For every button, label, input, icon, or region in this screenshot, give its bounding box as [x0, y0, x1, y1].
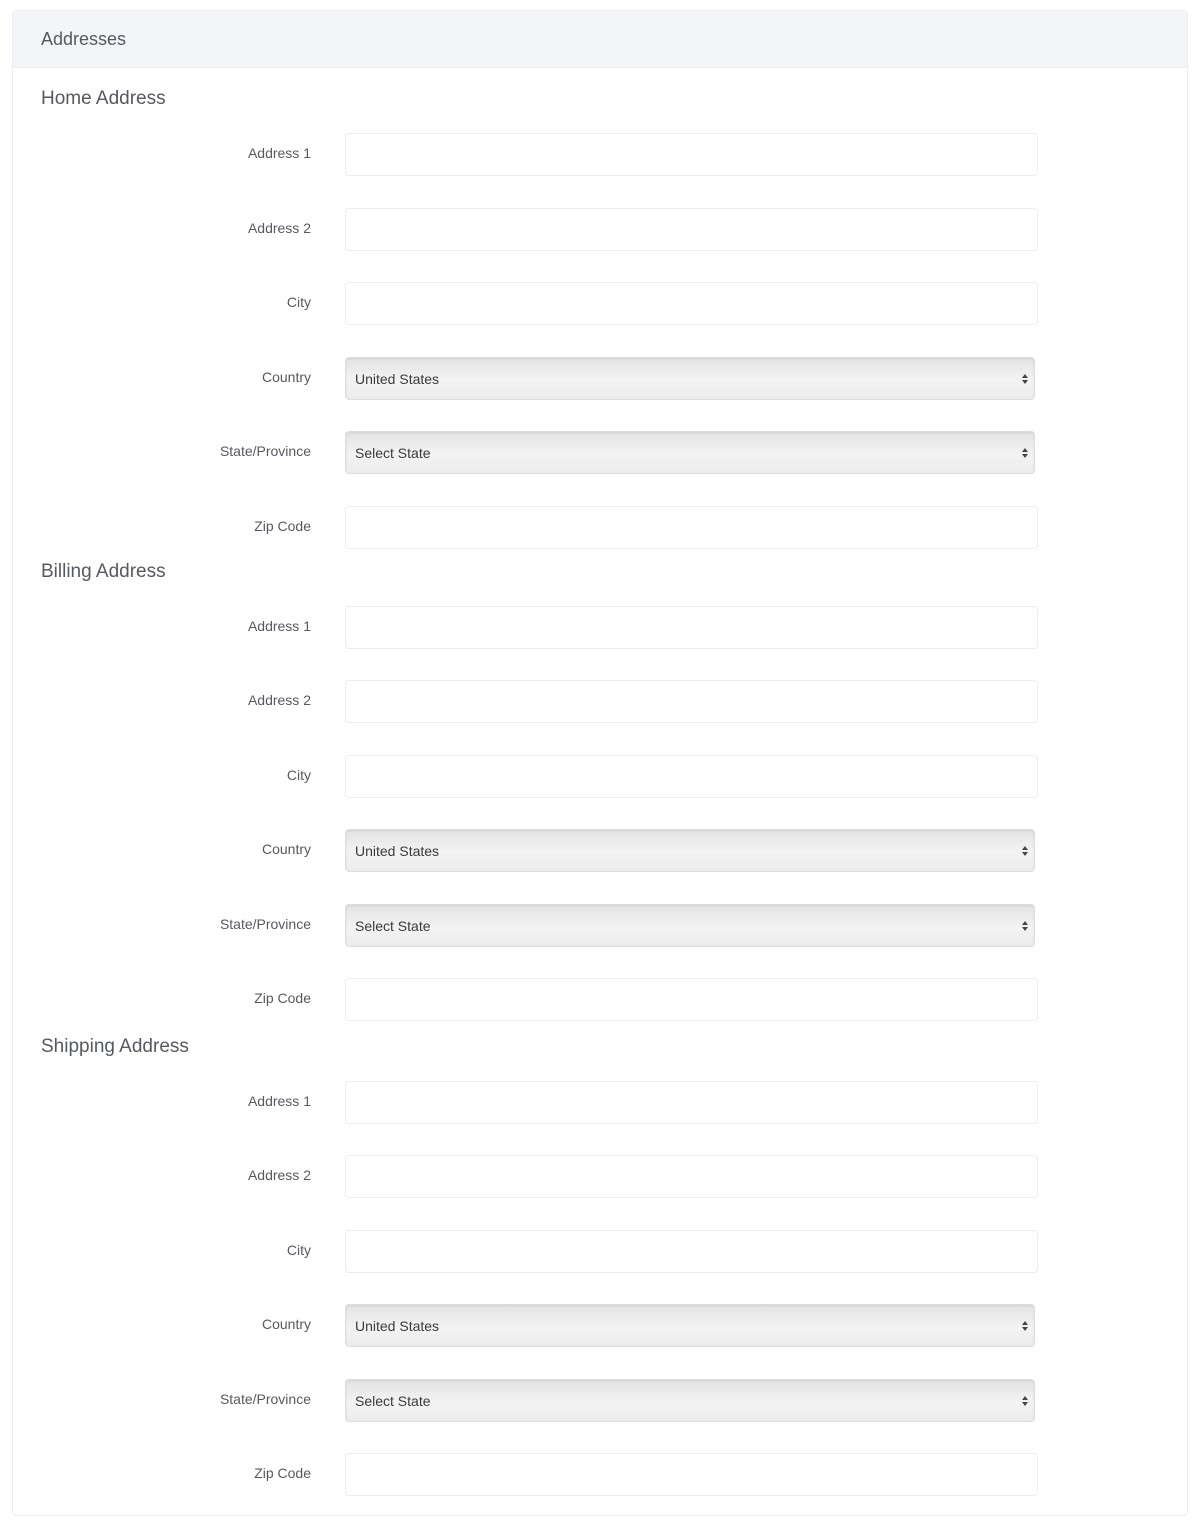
home-address1-row — [13, 133, 1187, 176]
select-arrows-icon — [1021, 1318, 1029, 1334]
billing-city-label: City — [286, 767, 311, 783]
shipping-address1-label: Address 1 — [247, 1093, 311, 1109]
home-city-label: City — [286, 294, 311, 310]
addresses-card — [12, 10, 1188, 1516]
shipping-country-label: Country — [261, 1316, 311, 1332]
select-arrows-icon — [1021, 1393, 1029, 1409]
billing-state-row — [13, 904, 1187, 947]
shipping-country-row — [13, 1304, 1187, 1347]
shipping-zip-label: Zip Code — [254, 1465, 311, 1481]
home-country-value: United States — [355, 370, 440, 387]
billing-address1-row — [13, 606, 1187, 649]
shipping-city-row — [13, 1230, 1187, 1273]
select-arrows-icon — [1021, 371, 1029, 387]
home-country-select[interactable] — [345, 357, 1035, 400]
billing-address2-label: Address 2 — [247, 692, 311, 708]
billing-address2-row — [13, 680, 1187, 723]
select-arrows-icon — [1021, 445, 1029, 461]
home-country-label: Country — [261, 369, 311, 385]
shipping-state-label: State/Province — [219, 1391, 311, 1407]
billing-zip-input[interactable] — [345, 978, 1038, 1021]
home-state-row — [13, 431, 1187, 474]
billing-city-input[interactable] — [345, 755, 1038, 798]
shipping-country-select[interactable] — [345, 1304, 1035, 1347]
billing-state-select[interactable] — [345, 904, 1035, 947]
home-zip-label: Zip Code — [254, 518, 311, 534]
billing-state-label: State/Province — [219, 916, 311, 932]
home-address2-label: Address 2 — [247, 220, 311, 236]
shipping-address2-row — [13, 1155, 1187, 1198]
shipping-address2-input[interactable] — [345, 1155, 1038, 1198]
billing-country-label: Country — [261, 841, 311, 857]
billing-address1-label: Address 1 — [247, 618, 311, 634]
home-state-value: Select State — [355, 444, 431, 461]
shipping-state-select[interactable] — [345, 1379, 1035, 1422]
home-state-label: State/Province — [219, 443, 311, 459]
card-header — [13, 11, 1187, 68]
shipping-address2-label: Address 2 — [247, 1167, 311, 1183]
home-city-input[interactable] — [345, 282, 1038, 325]
home-address1-input[interactable] — [345, 133, 1038, 176]
select-arrows-icon — [1021, 918, 1029, 934]
shipping-country-value: United States — [355, 1317, 440, 1334]
home-address-title: Home Address — [41, 88, 166, 109]
billing-country-value: United States — [355, 842, 440, 859]
billing-address2-input[interactable] — [345, 680, 1038, 723]
billing-country-row — [13, 829, 1187, 872]
billing-state-value: Select State — [355, 917, 431, 934]
shipping-address-title: Shipping Address — [41, 1036, 189, 1057]
home-zip-input[interactable] — [345, 506, 1038, 549]
billing-address-title: Billing Address — [41, 561, 166, 582]
billing-address1-input[interactable] — [345, 606, 1038, 649]
home-city-row — [13, 282, 1187, 325]
shipping-city-label: City — [286, 1242, 311, 1258]
home-address2-row — [13, 208, 1187, 251]
shipping-address1-input[interactable] — [345, 1081, 1038, 1124]
billing-zip-row — [13, 978, 1187, 1021]
billing-zip-label: Zip Code — [254, 990, 311, 1006]
home-address2-input[interactable] — [345, 208, 1038, 251]
billing-city-row — [13, 755, 1187, 798]
home-state-select[interactable] — [345, 431, 1035, 474]
shipping-zip-row — [13, 1453, 1187, 1496]
shipping-state-value: Select State — [355, 1392, 431, 1409]
select-arrows-icon — [1021, 843, 1029, 859]
home-zip-row — [13, 506, 1187, 549]
shipping-address1-row — [13, 1081, 1187, 1124]
billing-country-select[interactable] — [345, 829, 1035, 872]
home-address1-label: Address 1 — [247, 145, 311, 161]
shipping-zip-input[interactable] — [345, 1453, 1038, 1496]
shipping-state-row — [13, 1379, 1187, 1422]
home-country-row — [13, 357, 1187, 400]
card-title: Addresses — [41, 28, 127, 49]
shipping-city-input[interactable] — [345, 1230, 1038, 1273]
